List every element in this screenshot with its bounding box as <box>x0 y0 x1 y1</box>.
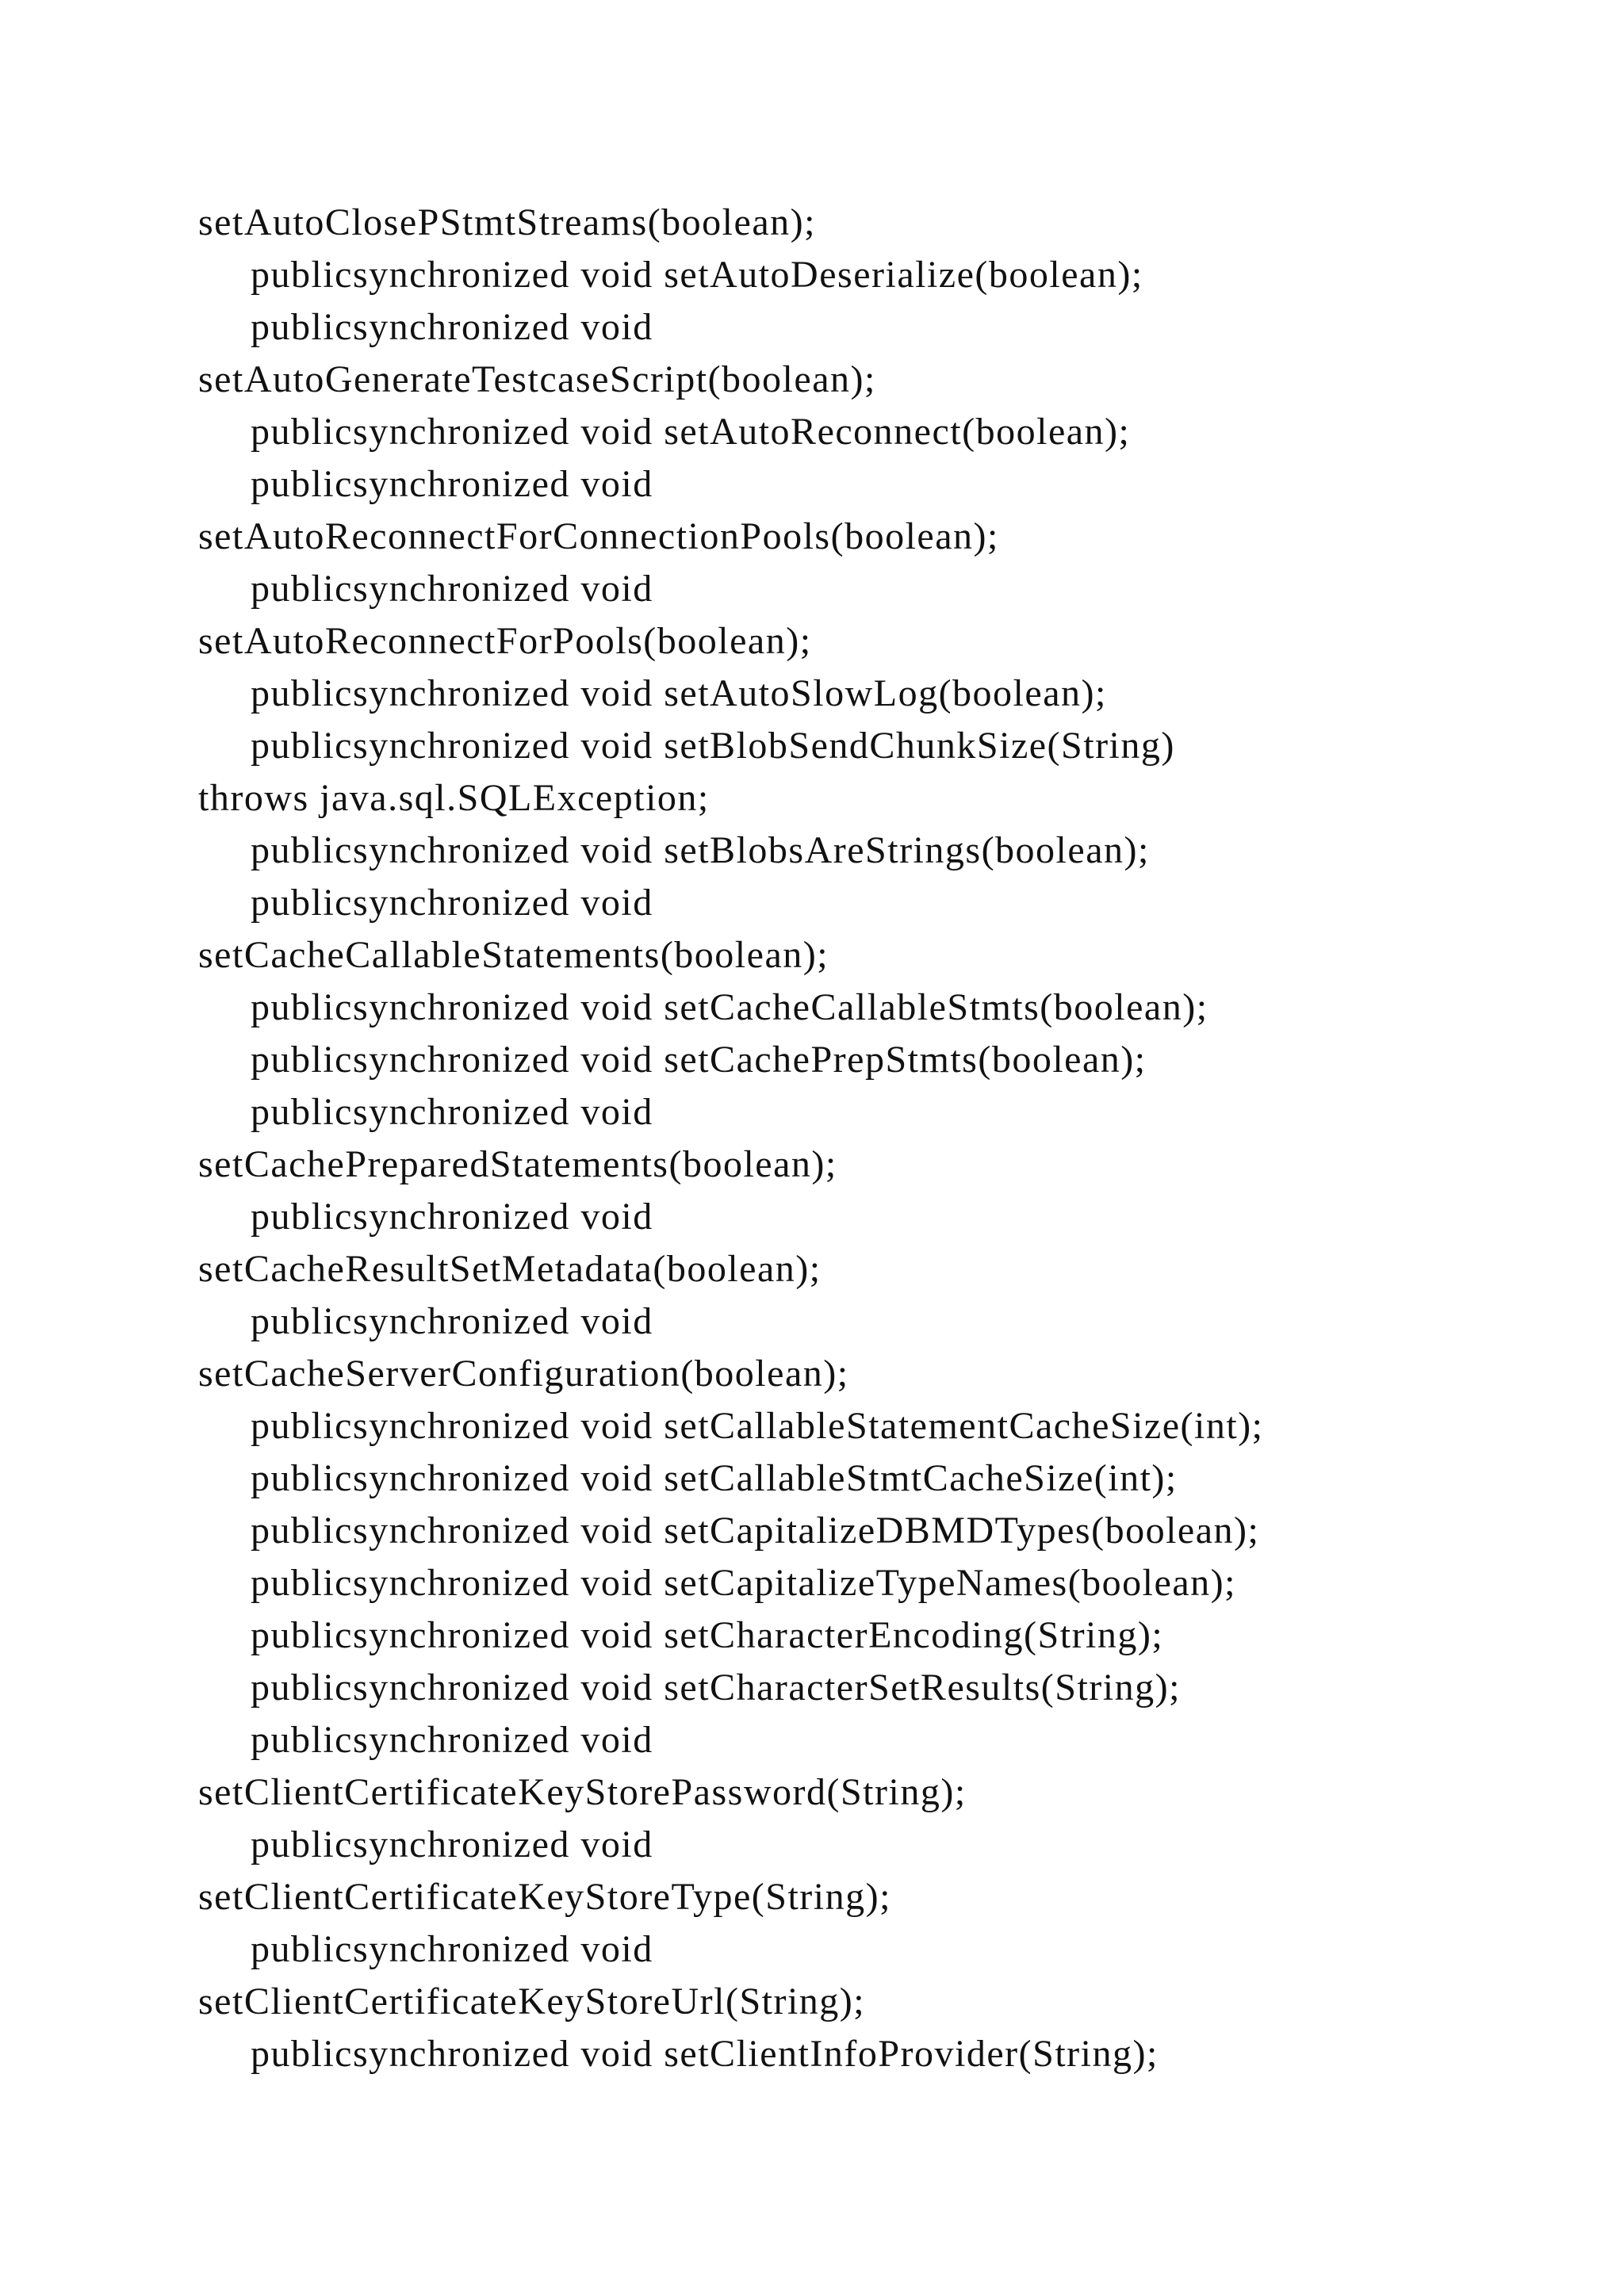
code-line: publicsynchronized void setBlobSendChunkSize(String) <box>251 725 1175 767</box>
code-line: publicsynchronized void <box>251 1091 653 1133</box>
code-line: publicsynchronized void setCapitalizeTypeNames(boolean); <box>251 1562 1236 1604</box>
code-line: publicsynchronized void setCapitalizeDBMDTypes(boolean); <box>251 1510 1260 1552</box>
code-line: publicsynchronized void <box>251 1823 653 1866</box>
code-line: publicsynchronized void setAutoSlowLog(boolean); <box>251 672 1107 714</box>
code-line: setClientCertificateKeyStoreType(String); <box>198 1876 891 1918</box>
code-listing <box>198 197 1483 2080</box>
code-line: publicsynchronized void <box>251 1300 653 1342</box>
code-line: publicsynchronized void <box>251 1928 653 1970</box>
code-line: publicsynchronized void <box>251 882 653 924</box>
code-line: setAutoGenerateTestcaseScript(boolean); <box>198 358 876 400</box>
code-line: setClientCertificateKeyStoreUrl(String); <box>198 1980 866 2022</box>
code-line: publicsynchronized void setCallableStmtCacheSize(int); <box>251 1457 1178 1499</box>
code-line: publicsynchronized void <box>251 1196 653 1238</box>
code-line: publicsynchronized void setCacheCallableStmts(boolean); <box>251 986 1208 1028</box>
code-line: setAutoReconnectForPools(boolean); <box>198 620 812 662</box>
code-line: setCacheCallableStatements(boolean); <box>198 934 829 976</box>
code-line: publicsynchronized void setCharacterSetResults(String); <box>251 1667 1181 1709</box>
code-line: throws java.sql.SQLException; <box>198 777 710 819</box>
code-line: publicsynchronized void setClientInfoProvider(String); <box>251 2033 1159 2075</box>
code-line: setClientCertificateKeyStorePassword(String); <box>198 1771 967 1813</box>
code-line: publicsynchronized void <box>251 306 653 348</box>
code-line: setAutoClosePStmtStreams(boolean); <box>198 201 816 243</box>
code-line: publicsynchronized void setBlobsAreStrings(boolean); <box>251 829 1150 871</box>
code-line: publicsynchronized void setCharacterEncoding(String); <box>251 1614 1164 1656</box>
code-line: setCachePreparedStatements(boolean); <box>198 1143 837 1185</box>
code-line: publicsynchronized void setAutoReconnect(boolean); <box>251 411 1131 453</box>
code-line: publicsynchronized void setCachePrepStmts(boolean); <box>251 1039 1147 1081</box>
code-line: setCacheServerConfiguration(boolean); <box>198 1353 849 1395</box>
code-line: publicsynchronized void setCallableStatementCacheSize(int); <box>251 1405 1264 1447</box>
code-line: publicsynchronized void <box>251 1719 653 1761</box>
code-line: publicsynchronized void setAutoDeserialize(boolean); <box>251 254 1143 296</box>
code-line: setCacheResultSetMetadata(boolean); <box>198 1248 822 1290</box>
code-line: setAutoReconnectForConnectionPools(boolean); <box>198 515 999 557</box>
code-line: publicsynchronized void <box>251 463 653 505</box>
code-line: publicsynchronized void <box>251 568 653 610</box>
